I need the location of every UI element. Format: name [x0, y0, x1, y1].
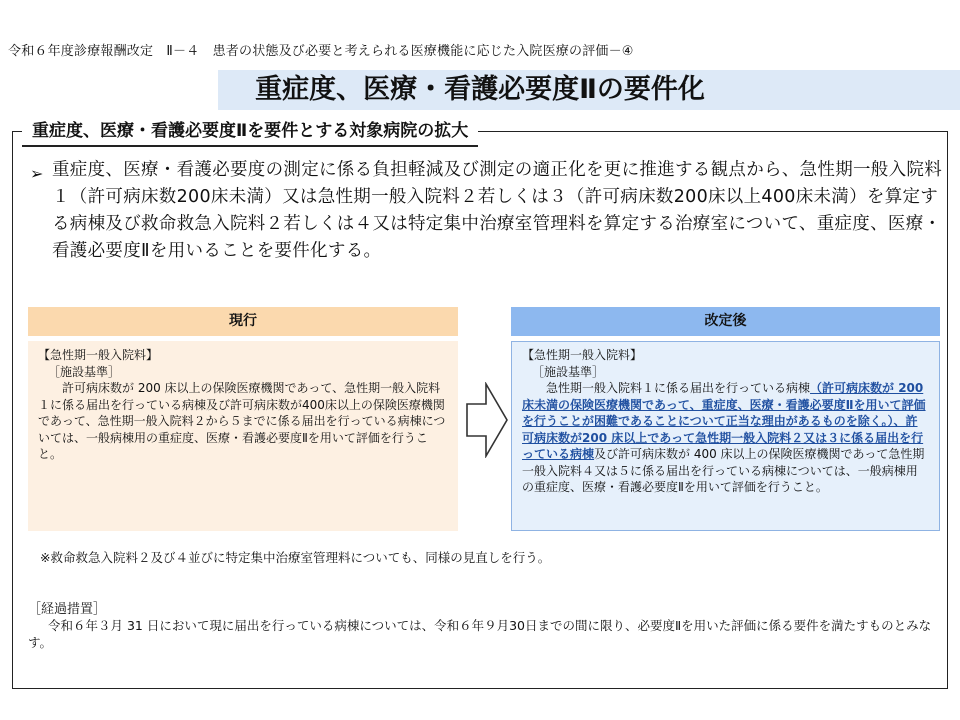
revised-standard-label: ［施設基準］ [532, 364, 605, 379]
footnote: ※救命救急入院料２及び４並びに特定集中治療室管理料についても、同様の見直しを行う。 [40, 550, 551, 565]
revised-panel [511, 341, 940, 531]
section-subtitle: 重症度、医療・看護必要度Ⅱを要件とする対象病院の拡大 [22, 117, 478, 147]
revised-heading: 改定後 [511, 307, 940, 336]
current-category: 【急性期一般入院料】 [38, 348, 159, 362]
revised-category: 【急性期一般入院料】 [522, 348, 643, 362]
page-title: 重症度、医療・看護必要度Ⅱの要件化 [255, 74, 705, 105]
page-header: 令和６年度診療報酬改定 Ⅱ－４ 患者の状態及び必要と考えられる医療機能に応じた入院医療の評価－④ [8, 44, 634, 59]
transition-text: 令和６年３月 31 日において現に届出を行っている病棟については、令和６年９月30日までの間に限り、必要度Ⅱを用いた評価に係る要件を満たすものとみなす。 [28, 618, 932, 650]
bullet-arrow-icon: ➢ [30, 164, 44, 183]
arrow-right-icon [466, 382, 508, 458]
current-standard-label: ［施設基準］ [48, 364, 121, 379]
revised-text-part2: 及び許可病床数が 400 床以上の保険医療機関であって急性期一般入院料４又は５に係る届出を行っている病棟については、一般病棟用の重症度、医療・看護必要度Ⅱを用いて評価を行うこと。 [522, 447, 925, 494]
revised-highlight-text: （許可病床数が 200 床未満の保険医療機関であって、重症度、医療・看護必要度Ⅱを用いて評価を行うことが困難であることについて正当な理由があるものを除く。）、許可病床数が200 床以上であって急性期一般入院料２又は３に係る届出を行っている病棟 [522, 381, 926, 461]
current-heading: 現行 [28, 307, 458, 336]
revised-text-part1: 急性期一般入院料１に係る届出を行っている病棟 [546, 381, 811, 395]
revised-text [522, 380, 929, 496]
current-panel [28, 341, 458, 531]
lead-paragraph: 重症度、医療・看護必要度の測定に係る負担軽減及び測定の適正化を更に推進する観点から、急性期一般入院料１（許可病床数200床未満）又は急性期一般入院料２若しくは３（許可病床数200床以上400床未満）を算定する病棟及び救命救急入院料２若しくは４又は特定集中治療室管理料を算定する治療室について、重症度、医療・看護必要度Ⅱを用いることを要件化する。 [52, 160, 942, 261]
transition-heading: ［経過措置］ [28, 602, 107, 617]
current-text: 許可病床数が 200 床以上の保険医療機関であって、急性期一般入院料１に係る届出を行っている病棟及び許可病床数が400床以上の保険医療機関であって、急性期一般入院料２から５までに係る届出を行っている病棟については、一般病棟用の重症度、医療・看護必要度Ⅱを用いて評価を行うこと。 [38, 381, 446, 461]
